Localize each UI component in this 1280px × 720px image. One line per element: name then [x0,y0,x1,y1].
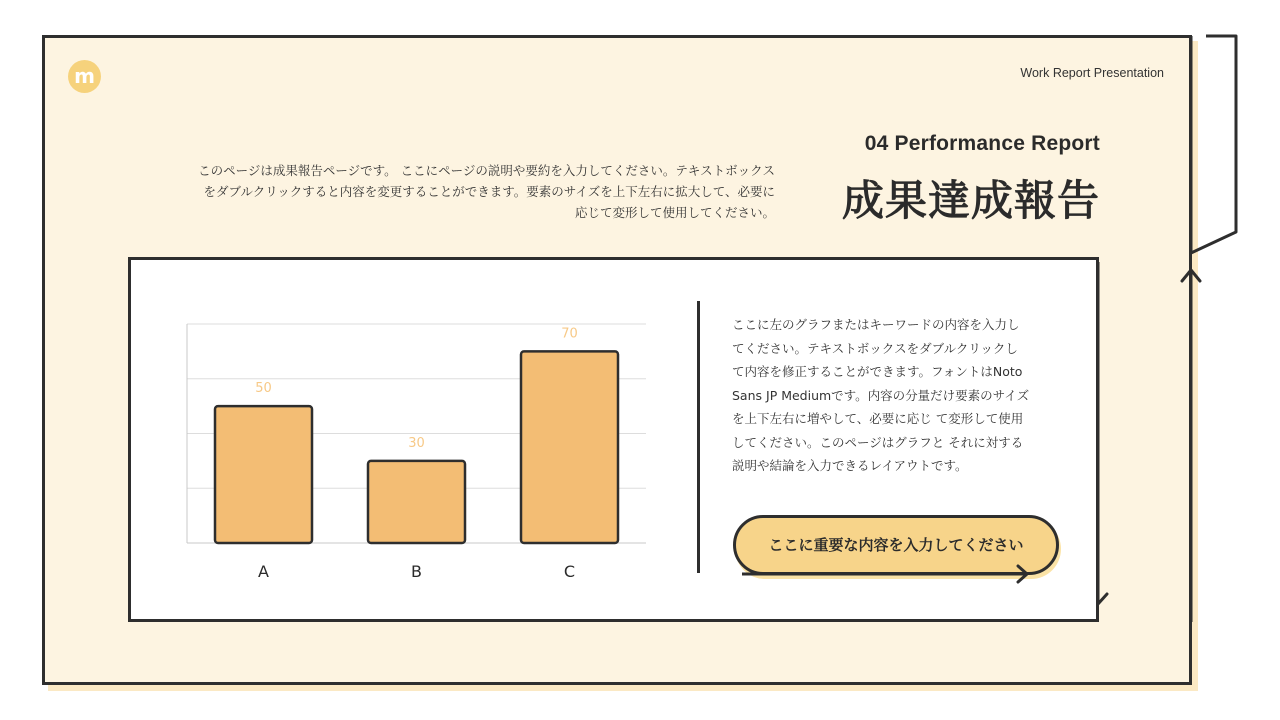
x-tick-label: B [411,562,422,581]
intro-text [130,160,775,223]
intro-line: をダブルクリックすると内容を変更することができます。要素のサイズを上下左右に拡大して、必要に [203,184,775,199]
description-line: Sans JP Mediumです。内容の分量だけ要素のサイズ [732,387,1030,403]
logo: m [68,60,101,93]
section-subtitle: 04 Performance Report [864,132,1100,155]
data-label: 30 [408,435,425,451]
x-tick-label: C [563,562,576,581]
data-label: 70 [561,326,578,342]
description-line: 説明や結論を入力できるレイアウトです。 [732,458,968,473]
vertical-divider [697,301,700,573]
description-line: て内容を修正することができます。フォントはNoto [732,364,1023,379]
x-tick-label: A [258,562,269,581]
highlight-button[interactable]: ここに重要な内容を入力してください [733,515,1059,575]
bar-c [521,351,618,543]
bar-b [368,461,465,543]
page-title: 成果達成報告 [841,176,1100,225]
description-line: ここに左のグラフまたはキーワードの内容を入力し [732,317,1020,332]
intro-line: このページは成果報告ページです。 ここにページの説明や要約を入力してください。テキストボックス [198,163,775,178]
description-line: てください。テキストボックスをダブルクリックし [732,340,1018,356]
presentation-label: Work Report Presentation [1020,66,1164,80]
description-line: を上下左右に増やして、必要に応じ て変形して使用 [732,411,1024,426]
data-label: 50 [255,381,272,397]
folded-corner-line [1191,36,1236,253]
intro-line: 応じて変形して使用してください。 [574,205,775,220]
description-line: してください。このページはグラフと それに対する [732,434,1024,450]
bar-chart [160,310,660,590]
description-text [732,313,1067,478]
bar-a [215,406,312,543]
